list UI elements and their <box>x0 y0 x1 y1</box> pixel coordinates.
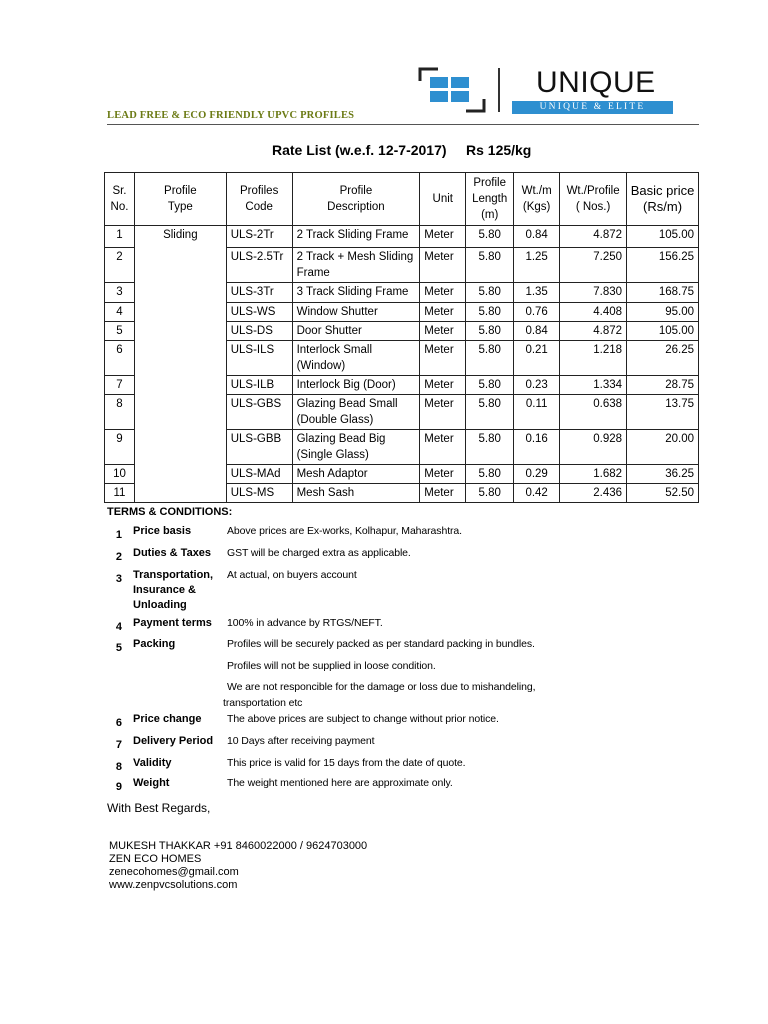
cell-wtp: 0.638 <box>560 395 627 430</box>
cell-length: 5.80 <box>466 226 514 248</box>
term-label: Packing <box>133 638 176 650</box>
term-number: 1 <box>115 529 122 541</box>
term-text: 100% in advance by RTGS/NEFT. <box>227 617 383 629</box>
cell-sr: 9 <box>105 430 135 465</box>
term-number: 3 <box>115 573 122 585</box>
cell-price: 95.00 <box>627 303 699 322</box>
cell-profile-type: Sliding <box>134 226 226 503</box>
cell-price: 13.75 <box>627 395 699 430</box>
cell-code: ULS-MS <box>226 484 292 503</box>
cell-desc: Glazing Bead Small (Double Glass) <box>292 395 420 430</box>
col-header-type: Profile Type <box>134 173 226 226</box>
cell-wtp: 4.872 <box>560 226 627 248</box>
term-number: 8 <box>115 761 122 773</box>
cell-desc: 2 Track Sliding Frame <box>292 226 420 248</box>
cell-wtp: 7.250 <box>560 248 627 283</box>
cell-wtm: 0.29 <box>514 465 560 484</box>
cell-length: 5.80 <box>466 376 514 395</box>
cell-sr: 11 <box>105 484 135 503</box>
term-number: 2 <box>115 551 122 563</box>
cell-code: ULS-ILS <box>226 341 292 376</box>
cell-wtp: 1.218 <box>560 341 627 376</box>
cell-sr: 1 <box>105 226 135 248</box>
contact-company: ZEN ECO HOMES <box>109 853 202 865</box>
cell-length: 5.80 <box>466 341 514 376</box>
term-text: We are not responcible for the damage or loss due to mishandeling, <box>227 681 536 693</box>
term-text: The weight mentioned here are approximate only. <box>227 777 453 789</box>
table-header-row <box>105 173 699 226</box>
cell-unit: Meter <box>420 226 466 248</box>
cell-length: 5.80 <box>466 283 514 303</box>
cell-desc: Interlock Small (Window) <box>292 341 420 376</box>
cell-desc: Glazing Bead Big (Single Glass) <box>292 430 420 465</box>
cell-wtm: 1.25 <box>514 248 560 283</box>
unique-logo-icon <box>418 67 486 113</box>
cell-wtm: 0.84 <box>514 322 560 341</box>
rate-table <box>104 172 699 503</box>
cell-unit: Meter <box>420 395 466 430</box>
col-header-length: Profile Length (m) <box>466 173 514 226</box>
cell-code: ULS-GBS <box>226 395 292 430</box>
term-text: Profiles will not be supplied in loose condition. <box>227 660 436 672</box>
cell-price: 36.25 <box>627 465 699 484</box>
cell-wtm: 0.23 <box>514 376 560 395</box>
cell-wtm: 0.84 <box>514 226 560 248</box>
table-body <box>105 226 699 503</box>
cell-sr: 7 <box>105 376 135 395</box>
term-text: Above prices are Ex-works, Kolhapur, Maharashtra. <box>227 525 462 537</box>
cell-price: 20.00 <box>627 430 699 465</box>
cell-wtm: 0.11 <box>514 395 560 430</box>
contact-website: www.zenpvcsolutions.com <box>109 879 238 891</box>
term-label: Transportation, Insurance & Unloading <box>133 569 214 611</box>
term-text: GST will be charged extra as applicable. <box>227 547 411 559</box>
cell-sr: 4 <box>105 303 135 322</box>
cell-desc: Mesh Sash <box>292 484 420 503</box>
col-header-price: Basic price (Rs/m) <box>627 173 699 226</box>
cell-code: ULS-GBB <box>226 430 292 465</box>
cell-desc: 3 Track Sliding Frame <box>292 283 420 303</box>
cell-price: 28.75 <box>627 376 699 395</box>
term-number: 6 <box>115 717 122 729</box>
col-header-code: Profiles Code <box>226 173 292 226</box>
cell-sr: 2 <box>105 248 135 283</box>
term-number: 5 <box>115 642 122 654</box>
cell-unit: Meter <box>420 283 466 303</box>
cell-length: 5.80 <box>466 430 514 465</box>
cell-unit: Meter <box>420 248 466 283</box>
cell-price: 26.25 <box>627 341 699 376</box>
cell-length: 5.80 <box>466 248 514 283</box>
cell-wtp: 4.872 <box>560 322 627 341</box>
cell-price: 105.00 <box>627 226 699 248</box>
col-header-desc: Profile Description <box>292 173 420 226</box>
term-text: The above prices are subject to change without prior notice. <box>227 713 499 725</box>
col-header-unit: Unit <box>420 173 466 226</box>
cell-code: ULS-MAd <box>226 465 292 484</box>
term-label: Weight <box>133 777 170 789</box>
cell-wtp: 4.408 <box>560 303 627 322</box>
tagline: LEAD FREE & ECO FRIENDLY UPVC PROFILES <box>107 110 355 121</box>
term-number: 9 <box>115 781 122 793</box>
term-text: Profiles will be securely packed as per standard packing in bundles. <box>227 638 535 650</box>
cell-wtm: 1.35 <box>514 283 560 303</box>
col-header-wtp: Wt./Profile ( Nos.) <box>560 173 627 226</box>
logo-separator <box>498 68 500 112</box>
term-label: Validity <box>133 757 172 769</box>
cell-wtm: 0.21 <box>514 341 560 376</box>
cell-sr: 3 <box>105 283 135 303</box>
cell-unit: Meter <box>420 303 466 322</box>
term-number: 7 <box>115 739 122 751</box>
cell-wtm: 0.76 <box>514 303 560 322</box>
cell-length: 5.80 <box>466 465 514 484</box>
regards-text: With Best Regards, <box>107 801 211 815</box>
term-label: Duties & Taxes <box>133 547 212 559</box>
cell-code: ULS-ILB <box>226 376 292 395</box>
contact-email: zenecohomes@gmail.com <box>109 866 239 878</box>
cell-wtp: 1.682 <box>560 465 627 484</box>
col-header-wtm: Wt./m (Kgs) <box>514 173 560 226</box>
cell-code: ULS-DS <box>226 322 292 341</box>
cell-desc: Interlock Big (Door) <box>292 376 420 395</box>
cell-wtp: 2.436 <box>560 484 627 503</box>
cell-wtm: 0.42 <box>514 484 560 503</box>
cell-wtp: 7.830 <box>560 283 627 303</box>
cell-desc: Window Shutter <box>292 303 420 322</box>
term-label: Price basis <box>133 525 192 537</box>
term-label: Delivery Period <box>133 735 214 747</box>
contact-name-phone: MUKESH THAKKAR +91 8460022000 / 9624703000 <box>109 840 368 852</box>
cell-wtp: 1.334 <box>560 376 627 395</box>
brand-subtitle: UNIQUE & ELITE <box>512 101 673 114</box>
cell-desc: Mesh Adaptor <box>292 465 420 484</box>
cell-unit: Meter <box>420 322 466 341</box>
cell-code: ULS-2.5Tr <box>226 248 292 283</box>
cell-desc: Door Shutter <box>292 322 420 341</box>
cell-length: 5.80 <box>466 322 514 341</box>
term-number: 4 <box>115 621 122 633</box>
page-title: Rate List (w.e.f. 12-7-2017) Rs 125/kg <box>272 142 532 158</box>
term-label: Payment terms <box>133 617 212 629</box>
cell-unit: Meter <box>420 376 466 395</box>
terms-heading: TERMS & CONDITIONS: <box>107 506 233 518</box>
cell-code: ULS-2Tr <box>226 226 292 248</box>
cell-price: 105.00 <box>627 322 699 341</box>
cell-sr: 6 <box>105 341 135 376</box>
cell-length: 5.80 <box>466 484 514 503</box>
cell-sr: 8 <box>105 395 135 430</box>
cell-sr: 5 <box>105 322 135 341</box>
cell-price: 168.75 <box>627 283 699 303</box>
term-label: Price change <box>133 713 202 725</box>
term-text: This price is valid for 15 days from the date of quote. <box>227 757 466 769</box>
header-divider <box>107 124 699 125</box>
cell-code: ULS-3Tr <box>226 283 292 303</box>
term-text: At actual, on buyers account <box>227 569 357 581</box>
table-row <box>105 226 699 248</box>
cell-unit: Meter <box>420 465 466 484</box>
cell-unit: Meter <box>420 484 466 503</box>
brand-name: UNIQUE <box>536 66 656 99</box>
cell-price: 52.50 <box>627 484 699 503</box>
term-text: 10 Days after receiving payment <box>227 735 375 747</box>
cell-unit: Meter <box>420 430 466 465</box>
cell-unit: Meter <box>420 341 466 376</box>
cell-length: 5.80 <box>466 395 514 430</box>
cell-sr: 10 <box>105 465 135 484</box>
term-text: transportation etc <box>223 697 303 709</box>
cell-wtp: 0.928 <box>560 430 627 465</box>
cell-length: 5.80 <box>466 303 514 322</box>
cell-wtm: 0.16 <box>514 430 560 465</box>
cell-code: ULS-WS <box>226 303 292 322</box>
cell-price: 156.25 <box>627 248 699 283</box>
col-header-sr: Sr. No. <box>105 173 135 226</box>
cell-desc: 2 Track + Mesh Sliding Frame <box>292 248 420 283</box>
